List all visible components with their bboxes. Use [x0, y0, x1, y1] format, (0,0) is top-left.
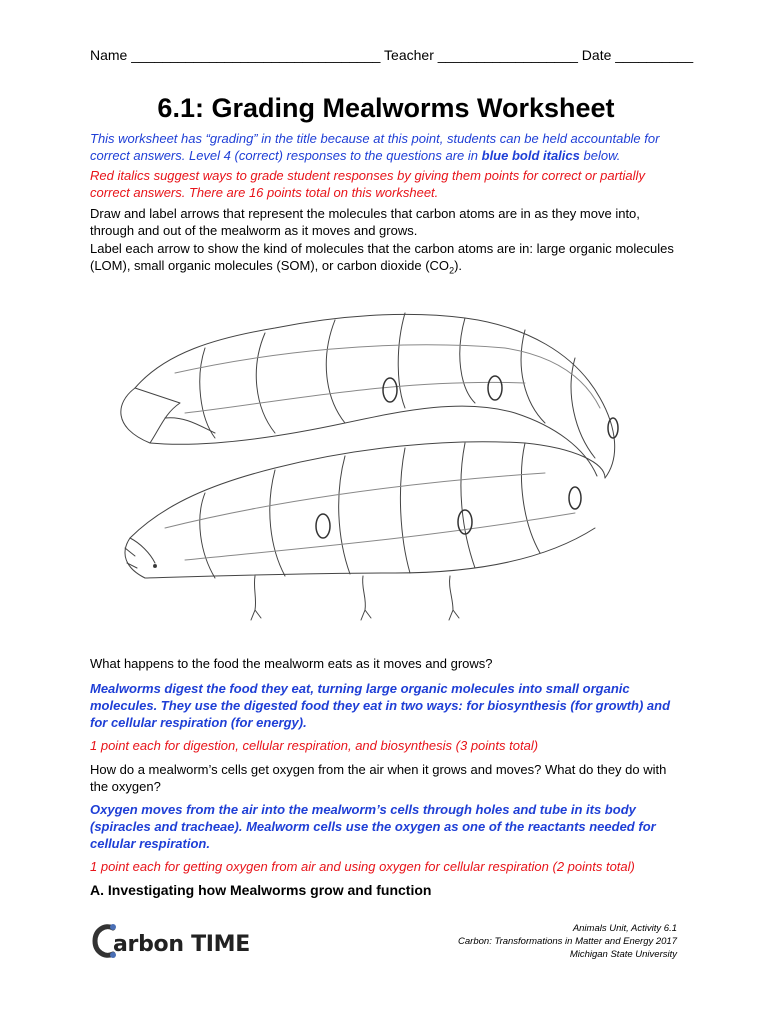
worm-lower-belly: [145, 528, 595, 578]
instruction-2-end: ).: [454, 258, 463, 273]
teacher-label: Teacher: [384, 47, 434, 63]
co2-subscript: 2: [449, 265, 455, 276]
carbon-time-logo: [91, 920, 271, 962]
intro-blue-paragraph: [90, 130, 682, 164]
date-blank[interactable]: __________: [615, 47, 694, 63]
header-line: [90, 47, 694, 64]
intro-blue-text-1: This worksheet has “grading” in the title because at this point, students can be held accountable for correct answers. Level 4 (correct) responses to the questions are in: [90, 131, 660, 163]
mealworm-illustration: [105, 298, 630, 628]
q2-grading: 1 point each for getting oxygen from air and using oxygen for cellular respiration (2 points total): [90, 859, 635, 874]
name-label: Name: [90, 47, 128, 63]
q2-answer: Oxygen moves from the air into the mealworm’s cells through holes and tube in its body (spiracles and tracheae). Mealworm cells use the oxygen as one of the reactants needed for cellular respiration.: [90, 802, 656, 851]
q1-question: What happens to the food the mealworm eats as it moves and grows?: [90, 656, 493, 671]
q1-answer: Mealworms digest the food they eat, turning large organic molecules into small organic molecules. They use the digested food they eat in two ways: for biosynthesis (for growth) and for cellular respiration (for energy).: [90, 681, 671, 730]
page-title: 6.1: Grading Mealworms Worksheet: [157, 93, 615, 123]
instruction-2-text: Label each arrow to show the kind of molecules that the carbon atoms are in: large organic molecules (LOM), small organic molecules (SOM), or carbon dioxide (CO: [90, 241, 674, 273]
intro-red-paragraph: Red italics suggest ways to grade student responses by giving them points for correct or partially correct answers. There are 16 points total on this worksheet.: [90, 168, 645, 200]
instruction-2: [90, 240, 682, 280]
worm-upper-outline: [135, 314, 615, 478]
worm-leg: [361, 576, 371, 620]
teacher-blank[interactable]: __________________: [437, 47, 578, 63]
section-heading: A. Investigating how Mealworms grow and function: [90, 882, 432, 898]
name-blank[interactable]: ________________________________: [131, 47, 381, 63]
worm-upper-head: [121, 388, 180, 443]
intro-blue-bold: blue bold italics: [481, 148, 580, 163]
date-label: Date: [581, 47, 612, 63]
worm-upper-belly: [150, 406, 597, 476]
footer-citation: [420, 922, 677, 961]
footer-line-2: Carbon: Transformations in Matter and Energy 2017: [458, 936, 677, 947]
logo-text: arbon TIME: [113, 932, 250, 957]
instruction-1: Draw and label arrows that represent the molecules that carbon atoms are in as they move into, through and out of the mealworm as it moves and grows.: [90, 206, 640, 238]
q2-question: How do a mealworm’s cells get oxygen from the air when it grows and moves? What do they do with the oxygen?: [90, 762, 667, 794]
footer-line-1: Animals Unit, Activity 6.1: [572, 923, 677, 934]
worm-leg: [449, 576, 459, 620]
q1-grading: 1 point each for digestion, cellular respiration, and biosynthesis (3 points total): [90, 738, 539, 753]
footer-line-3: Michigan State University: [569, 949, 677, 960]
intro-blue-text-2: below.: [579, 148, 621, 163]
worm-lower-head: [125, 538, 155, 578]
worm-leg: [251, 576, 261, 620]
